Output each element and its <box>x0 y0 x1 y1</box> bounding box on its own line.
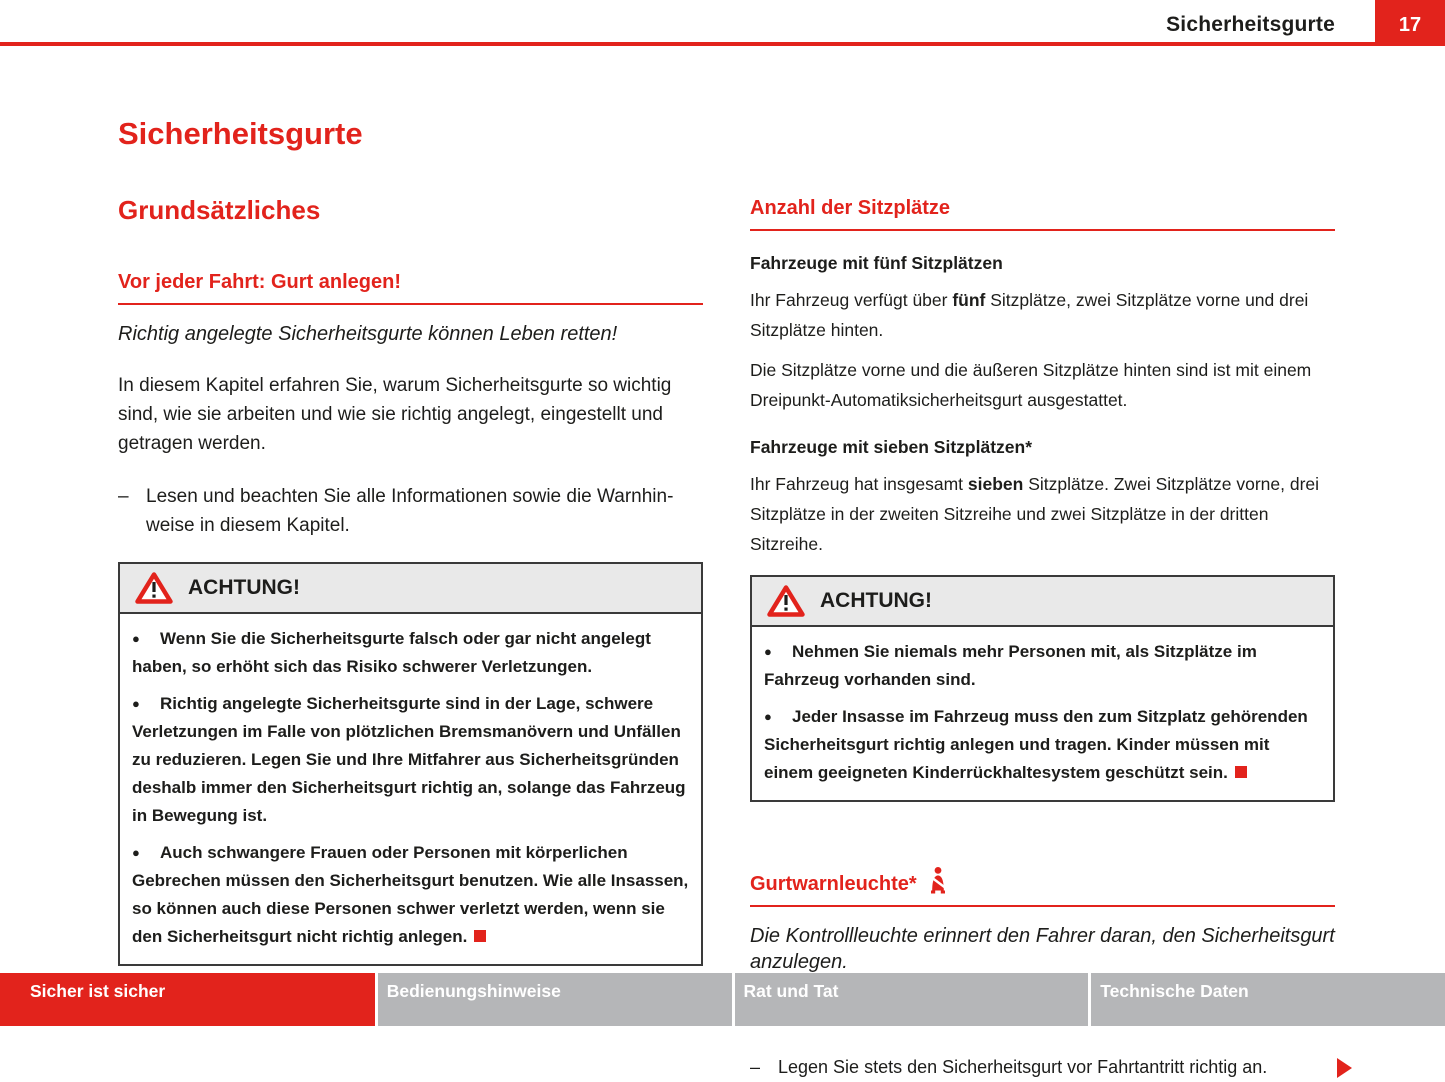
footer-section-tabs <box>0 973 1445 1026</box>
footer-tab-bedienungshinweise: Bedienungshinweise <box>378 973 732 1026</box>
five-seats-heading: Fahrzeuge mit fünf Sitzplätzen <box>750 253 1003 273</box>
continuation-arrow-icon <box>1337 1058 1352 1078</box>
warning-header <box>120 564 701 614</box>
warning-bullet: ● Jeder Insasse im Fahrzeug muss den zum Sitzplatz gehörenden Sicherheitsgurt richtig anlegen und tragen. Kinder müssen mit einem geeigneten Kinderrückhaltesystem geschützt sein. <box>764 703 1321 787</box>
warning-body <box>120 614 701 964</box>
dash-marker <box>118 482 146 540</box>
bullet-dot-icon: ● <box>764 708 772 724</box>
footer-tab-rat-und-tat: Rat und Tat <box>735 973 1089 1026</box>
bullet-dot-icon: ● <box>132 844 140 860</box>
footer-tab-technische-daten: Technische Daten <box>1091 973 1445 1026</box>
bullet-dot-icon: ● <box>132 630 140 646</box>
warning-header <box>752 577 1333 627</box>
seven-seats-heading: Fahrzeuge mit sieben Sitzplätzen* <box>750 436 1032 457</box>
warning-bullet: ● Richtig angelegte Sicherheitsgurte sind in der Lage, schwere Verletzungen im Falle von plötzlichen Bremsmanövern und Unfällen zu reduzieren. Legen Sie und Ihre Mitfahrer aus Sicherheitsgründen deshalb immer den Sicherheitsgurt richtig an, solange das Fahrzeug in Bewegung ist. <box>132 690 689 830</box>
header-chapter-title: Sicherheitsgurte <box>1166 13 1335 36</box>
warning-bullet: ● Auch schwangere Frauen oder Personen mit körperlichen Gebrechen müssen den Sicherheitsgurt benutzen. Wie alle Insassen, so können auch diese Personen schwer verletzt werden, wenn sie den Sicherheitsgurt nicht richtig anlegen. <box>132 839 689 951</box>
bullet-dot-icon: ● <box>764 643 772 659</box>
warning-bullet: ● Nehmen Sie niemals mehr Personen mit, als Sitzplätze im Fahrzeug vorhanden sind. <box>764 638 1321 694</box>
end-of-section-square-icon <box>1235 766 1247 778</box>
dash-list-item <box>750 1053 1335 1082</box>
chapter-title: Sicherheitsgurte <box>118 116 363 151</box>
dash-marker <box>750 1053 778 1082</box>
page-header <box>0 0 1445 42</box>
warning-bullet: ● Wenn Sie die Sicherheitsgurte falsch oder gar nicht angelegt haben, so erhöht sich das Risiko schwerer Verletzungen. <box>132 625 689 681</box>
dash-list-item <box>118 482 703 540</box>
warning-triangle-icon <box>766 584 806 618</box>
warning-box-right <box>750 575 1335 802</box>
right-column <box>750 190 1335 1082</box>
warning-box-left <box>118 562 703 966</box>
section-title-seats: Anzahl der Sitzplätze <box>750 196 1335 231</box>
intro-paragraph: In diesem Kapitel erfahren Sie, warum Sicherheitsgurte so wichtig sind, wie sie arbeiten und wie sie richtig angelegt, eingestellt und getragen werden. <box>118 374 672 454</box>
dash-item-text: Lesen und beachten Sie alle Informationen sowie die Warnhinweise in diesem Kapitel. <box>146 485 674 536</box>
belt-light-lead: Die Kontrollleuchte erinnert den Fahrer daran, den Sicherheitsgurt anzulegen. <box>750 924 1335 973</box>
seven-seats-paragraph: Ihr Fahrzeug hat insgesamt sieben Sitzplätze. Zwei Sitzplätze vorne, drei Sitzplätze in der zweiten Sitzreihe und zwei Sitzplätze in der dritten Sitzreihe. <box>750 473 1320 554</box>
warning-title: ACHTUNG! <box>188 575 300 599</box>
five-seats-paragraph2: Die Sitzplätze vorne und die äußeren Sitzplätze hinten sind ist mit einem Dreipunkt-Automatiksicherheitsgurt ausgestattet. <box>750 359 1312 410</box>
belt-warning-light-heading: Gurtwarnleuchte* <box>750 866 1335 907</box>
end-of-section-square-icon <box>474 930 486 942</box>
section-title: Grundsätzliches <box>118 194 321 225</box>
warning-triangle-icon <box>134 571 174 605</box>
footer-tab-sicher-ist-sicher: Sicher ist sicher <box>0 973 375 1026</box>
dash-item-text: Legen Sie stets den Sicherheitsgurt vor Fahrtantritt richtig an. <box>778 1056 1268 1077</box>
warning-body <box>752 627 1333 800</box>
page-number: 17 <box>1398 14 1422 36</box>
seatbelt-warning-light-icon <box>927 866 949 894</box>
subsection-title: Vor jeder Fahrt: Gurt anlegen! <box>118 270 703 305</box>
left-column <box>118 100 703 966</box>
bullet-dot-icon: ● <box>132 695 140 711</box>
warning-title: ACHTUNG! <box>820 588 932 612</box>
header-rule <box>0 42 1445 46</box>
page-number-box <box>1375 0 1445 42</box>
lead-sentence: Richtig angelegte Sicherheitsgurte können Leben retten! <box>118 322 618 345</box>
five-seats-paragraph: Ihr Fahrzeug verfügt über fünf Sitzplätze, zwei Sitzplätze vorne und drei Sitzplätze hinten. <box>750 289 1309 340</box>
